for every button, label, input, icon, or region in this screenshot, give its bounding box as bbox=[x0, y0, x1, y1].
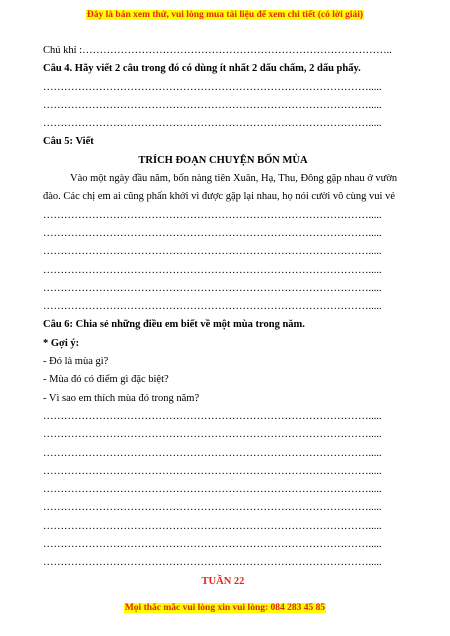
cau6-title: Câu 6: Chia sẻ những điều em biết về một mùa trong năm. bbox=[43, 319, 305, 331]
story-paragraph-line-2: đào. Các chị em ai cũng phấn khởi vì được gặp lại nhau, họ nói cười vô cùng vui vẻ bbox=[43, 191, 395, 203]
answer-line: …………………………………………………………………………………..... bbox=[43, 410, 382, 422]
hint-question-2: - Mùa đó có điểm gì đặc biệt? bbox=[43, 374, 169, 386]
answer-line: …………………………………………………………………………………..... bbox=[43, 209, 382, 221]
answer-line: …………………………………………………………………………………..... bbox=[43, 301, 382, 313]
hint-question-1: - Đó là mùa gì? bbox=[43, 356, 109, 368]
answer-line: …………………………………………………………………………………..... bbox=[43, 539, 382, 551]
answer-line: …………………………………………………………………………………..... bbox=[43, 282, 382, 294]
top-banner-text: Đây là bản xem thử, vui lòng mua tài liệu để xem chi tiết (có lời giải) bbox=[86, 10, 364, 20]
answer-line: …………………………………………………………………………………..... bbox=[43, 484, 382, 496]
week-label: TUẦN 22 bbox=[201, 575, 245, 587]
answer-line: …………………………………………………………………………………..... bbox=[43, 557, 382, 569]
story-paragraph-line-1: Vào một ngày đầu năm, bốn nàng tiên Xuân, Hạ, Thu, Đông gặp nhau ở vườn bbox=[70, 173, 398, 185]
bottom-banner-text: Mọi thắc mắc vui lòng xin vui lòng: 084 283 45 85 bbox=[124, 603, 326, 613]
answer-line: …………………………………………………………………………………..... bbox=[43, 99, 382, 111]
answer-line: …………………………………………………………………………………..... bbox=[43, 429, 382, 441]
answer-line: …………………………………………………………………………………..... bbox=[43, 447, 382, 459]
answer-line: …………………………………………………………………………………..... bbox=[43, 246, 382, 258]
hint-question-3: - Vì sao em thích mùa đó trong năm? bbox=[43, 392, 200, 404]
cau5-title: Câu 5: Viết bbox=[43, 136, 94, 148]
answer-line: …………………………………………………………………………………..... bbox=[43, 465, 382, 477]
answer-line: …………………………………………………………………………………..... bbox=[43, 502, 382, 514]
answer-line: …………………………………………………………………………………..... bbox=[43, 264, 382, 276]
answer-line: …………………………………………………………………………………..... bbox=[43, 118, 382, 130]
cau4-title: Câu 4. Hãy viết 2 câu trong đó có dùng ít nhất 2 dấu chấm, 2 dấu phẩy. bbox=[43, 63, 361, 75]
ghi-chu-line: Chú khỉ :…………………………………………………………………………….. bbox=[43, 45, 392, 56]
story-heading: TRÍCH ĐOẠN CHUYỆN BỐN MÙA bbox=[138, 154, 308, 166]
goi-y-label: * Gợi ý: bbox=[43, 337, 80, 349]
top-banner bbox=[0, 10, 450, 20]
answer-line: …………………………………………………………………………………..... bbox=[43, 520, 382, 532]
answer-line: …………………………………………………………………………………..... bbox=[43, 81, 382, 93]
worksheet-content bbox=[43, 42, 403, 591]
bottom-banner bbox=[0, 603, 450, 613]
answer-line: …………………………………………………………………………………..... bbox=[43, 227, 382, 239]
